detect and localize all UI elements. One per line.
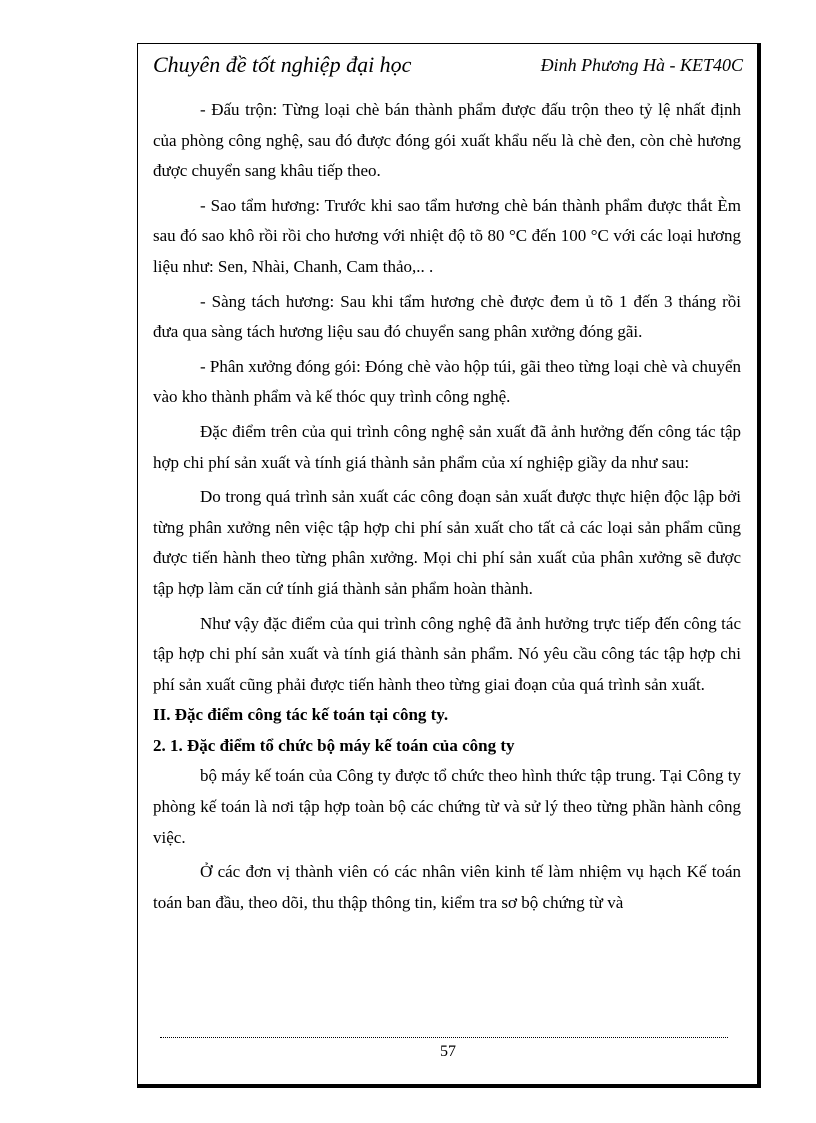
paragraph-sieving: - Sàng tách hương: Sau khi tẩm hương chè được đem ủ tõ 1 đến 3 tháng rồi đưa qua sàng tách hương liệu sau đó chuyển sang phân xưởng đóng gãi. xyxy=(153,291,741,342)
paragraph-process-cost: Do trong quá trình sản xuất các công đoạn sản xuất được thực hiện độc lập bởi từng phân xưởng nên việc tập hợp chi phí sản xuất cho tất cả các loại sản phẩm cũng được tiến hành theo từng phân xưởng. Mọi chi phí sản xuất của phân xưởng sẽ được tập hợp làm căn cứ tính giá thành sản phẩm hoàn thành. xyxy=(153,487,741,598)
paragraph-member-units: Ở các đơn vị thành viên có các nhân viên kinh tế làm nhiệm vụ hạch Kế toán toán ban đầu, theo dõi, thu thập thông tin, kiểm tra sơ bộ chứng từ và xyxy=(153,862,741,912)
paragraph-blending: - Đấu trộn: Từng loại chè bán thành phẩm được đấu trộn theo tỷ lệ nhất định của phòng công nghệ, sau đó được đóng gói xuất khẩu nếu là chè đen, còn chè hương được chuyển sang khâu tiếp theo. xyxy=(153,100,741,181)
paragraph-characteristics: Đặc điểm trên của qui trình công nghệ sản xuất đã ảnh hưởng đến công tác tập hợp chi phí sản xuất và tính giá thành sản phẩm của xí nghiệp giầy da như sau: xyxy=(153,421,741,472)
page-header xyxy=(153,52,743,86)
paragraph-packaging: - Phân xưởng đóng gói: Đóng chè vào hộp túi, gãi theo từng loại chè và chuyển vào kho thành phẩm và kế thóc quy trình công nghệ. xyxy=(153,356,741,407)
header-author: Đinh Phương Hà - KET40C xyxy=(540,55,743,75)
paragraph-accounting-structure: bộ máy kế toán của Công ty được tổ chức theo hình thức tập trung. Tại Công ty phòng kế toán là nơi tập hợp toàn bộ các chứng từ và sử lý theo từng phần hành công việc. xyxy=(153,766,741,847)
paragraph-conclusion: Như vậy đặc điểm của qui trình công nghệ đã ảnh hưởng trực tiếp đến công tác tập hợp chi phí sản xuất và tính giá thành sản phẩm. Nó yêu cầu công tác tập hợp chi phí sản xuất cũng phải được tiến hành theo từng giai đoạn của quá trình sản xuất. xyxy=(153,613,741,694)
section-heading: II. Đặc điểm công tác kế toán tại công ty. xyxy=(153,705,449,725)
header-title: Chuyên đề tốt nghiệp đại học xyxy=(153,52,412,77)
subsection-heading: 2. 1. Đặc điểm tổ chức bộ máy kế toán của công ty xyxy=(153,735,515,755)
document-body xyxy=(153,95,741,918)
footer-rule xyxy=(160,1037,728,1038)
paragraph-scenting: - Sao tẩm hương: Trước khi sao tẩm hương chè bán thành phẩm được thắt Èm sau đó sao khô rồi rồi cho hương với nhiệt độ tõ 80 °C đến 100 °C với các loại hương liệu như: Sen, Nhài, Chanh, Cam thảo,.. . xyxy=(153,195,741,276)
page-number: 57 xyxy=(440,1043,456,1060)
